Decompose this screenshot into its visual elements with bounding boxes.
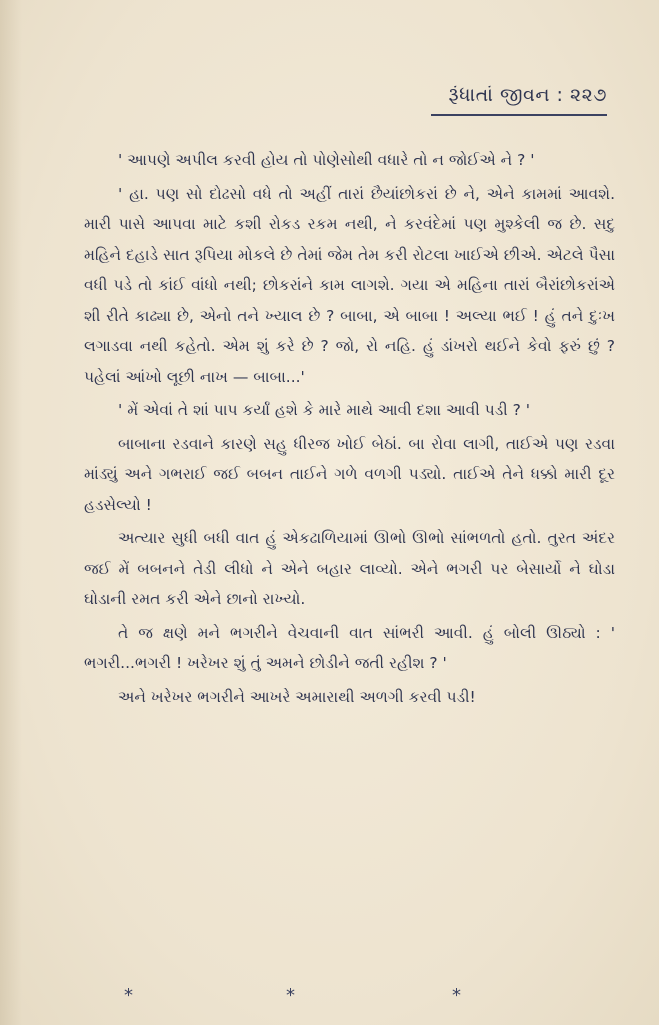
separator-star: * — [286, 985, 295, 1006]
paragraph-family-weeps: બાબાના રડવાને કારણે સહુ ધીરજ ખોઈ બેઠાં. બા રોવા લાગી, તાઈએ પણ રડવા માંડ્યું અને ગભરાઈ જઈ બબન તાઈને ગળે વળગી પડ્યો. તાઈએ તેને ધક્કો મારી દૂર હડસેલ્યો ! — [84, 434, 615, 514]
header-underline — [431, 114, 607, 116]
paragraph-bhagri-memory: તે જ ક્ષણે મને ભગરીને વેચવાની વાત સાંભરી આવી. હું બોલી ઊઠ્યો : ' ભગરી...ભગરી ! ખરેખર શું તું અમને છોડીને જતી રહીશ ? ' — [84, 623, 615, 672]
running-header: રૂંધાતાં જીવન : ૨૨૭ — [448, 84, 607, 106]
page-body — [84, 145, 615, 712]
paragraph-lament: ' મેં એવાં તે શાં પાપ કર્યાં હશે કે મારે માથે આવી દશા આવી પડી ? ' — [118, 401, 531, 419]
separator-star: * — [124, 985, 133, 1006]
paragraph-father-reply: ' હા. પણ સો દોઢસો વધે તો અહીં તારાં છૈયાંછોકરાં છે ને, એને કામમાં આવશે. મારી પાસે આપવા માટે કશી રોકડ રકમ નથી, ને કરવંદેમાં પણ મુશ્કેલી જ છે. સદુ મહિને દહાડે સાત રૂપિયા મોકલે છે તેમાં જેમ તેમ કરી રોટલા ખાઈએ છીએ. એટલે પૈસા વધી પડે તો કાંઈ વાંધો નથી; છોકરાંને કામ લાગશે. ગયા એ મહિના તારાં બૈરાંછોકરાંએ શી રીતે કાઢ્યા છે, એનો તને ખ્યાલ છે ? બાબા, એ બાબા ! અલ્યા ભઈ ! હું તને દુઃખ લગાડવા નથી કહેતો. એમ શું કરે છે ? જો, રો નહિ. હું ડાંખરો થઈને કેવો ફરું છું ? પહેલાં આંખો લૂછી નાખ — બાબા...' — [84, 184, 615, 386]
paragraph-narrator-listens: અત્યાર સુધી બધી વાત હું એકઢાળિયામાં ઊભો ઊભો સાંભળતો હતો. તુરત અંદર જઈ મેં બબનને તેડી લીધો ને એને બહાર લાવ્યો. એને ભગરી પર બેસાર્યો ને ઘોડા ઘોડાની રમત કરી એને છાનો રાખ્યો. — [84, 529, 615, 608]
binding-shadow — [0, 0, 22, 1025]
paragraph-closing: અને ખરેખર ભગરીને આખરે અમારાથી અળગી કરવી પડી! — [118, 687, 476, 706]
paragraph-appeal-question: ' આપણે અપીલ કરવી હોય તો પોણેસોથી વધારે તો ન જોઈએ ને ? ' — [118, 151, 535, 169]
section-separator — [0, 985, 659, 1005]
separator-star: * — [452, 985, 461, 1006]
